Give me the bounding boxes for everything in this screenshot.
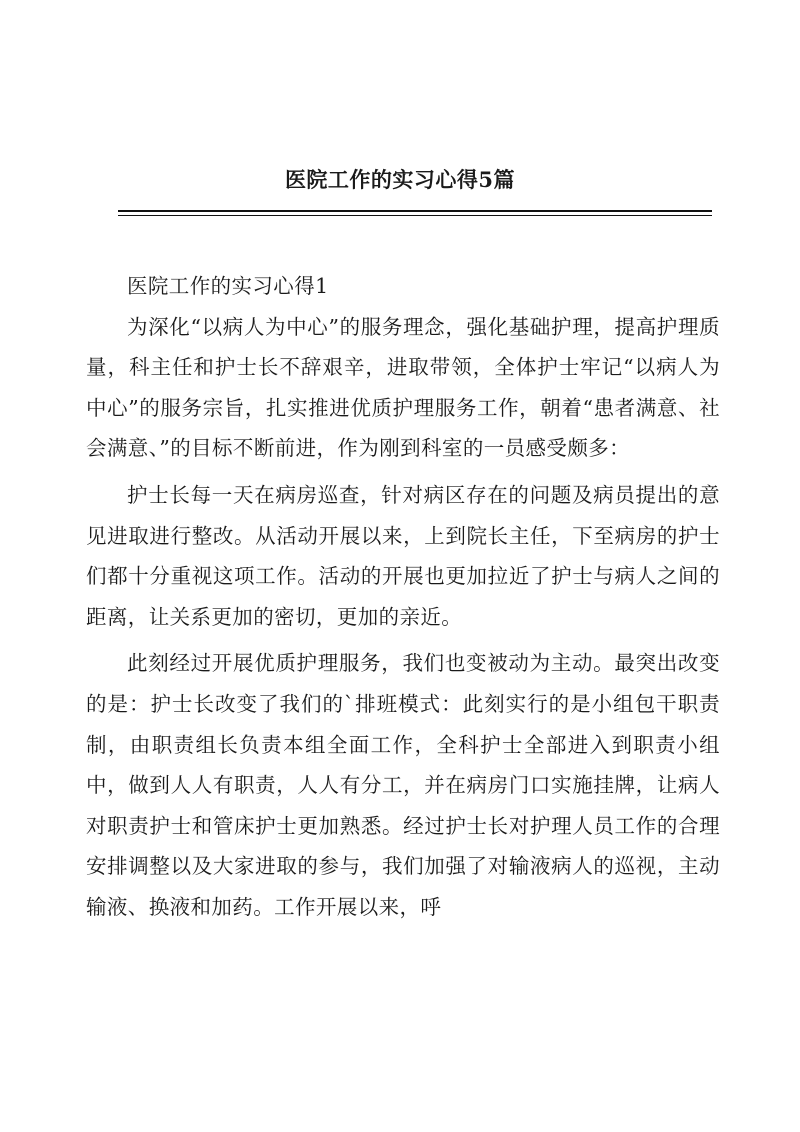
page-title: 医院工作的实习心得5篇: [284, 167, 516, 192]
section-heading: 医院工作的实习心得1: [127, 274, 329, 298]
paragraph-1: 为深化“以病人为中心”的服务理念，强化基础护理，提高护理质量，科主任和护士长不辞艰辛，进取带领，全体护士牢记“以病人为中心”的服务宗旨，扎实推进优质护理服务工作，朝着“患者满意、社会满意、”的目标不断前进，作为刚到科室的一员感受颇多：: [86, 314, 720, 461]
paragraph-3: 此刻经过开展优质护理服务，我们也变被动为主动。最突出改变的是：护士长改变了我们的`排班模式：此刻实行的是小组包干职责制，由职责组长负责本组全面工作，全科护士全部进入到职责小组中，做到人人有职责，人人有分工，并在病房门口实施挂牌，让病人对职责护士和管床护士更加熟悉。经过护士长对护理人员工作的合理安排调整以及大家进取的参与，我们加强了对输液病人的巡视，主动输液、换液和加药。工作开展以来，呼: [86, 651, 720, 919]
paragraph-2: 护士长每一天在病房巡查，针对病区存在的问题及病员提出的意见进取进行整改。从活动开展以来，上到院长主任，下至病房的护士们都十分重视这项工作。活动的开展也更加拉近了护士与病人之间的距离，让关系更加的密切，更加的亲近。: [86, 482, 720, 629]
document-body: [86, 266, 720, 928]
title-rule-thin: [118, 215, 712, 216]
title-rule-thick: [118, 210, 712, 212]
